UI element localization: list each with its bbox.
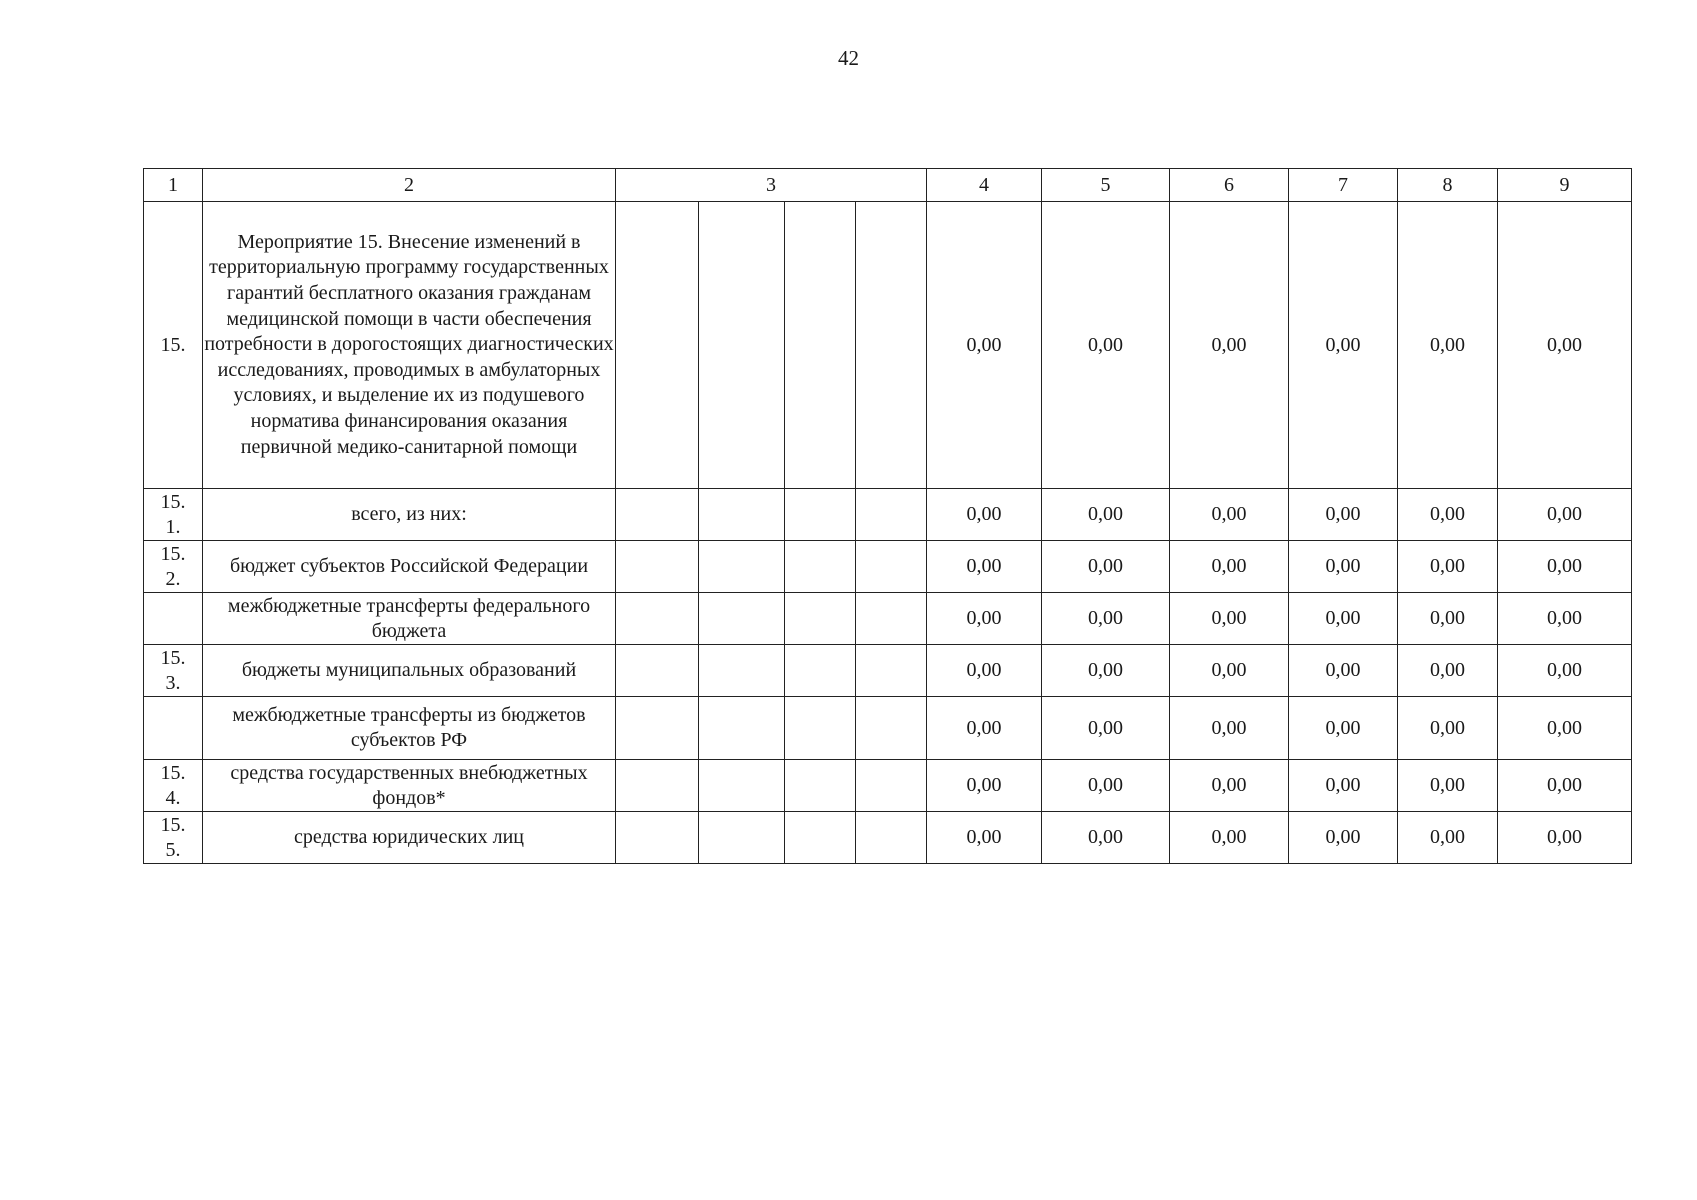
header-cell: 7	[1289, 169, 1398, 202]
row-number: 15.	[144, 202, 203, 489]
value-cell: 0,00	[1042, 593, 1170, 645]
value-cell: 0,00	[1042, 697, 1170, 760]
empty-cell	[616, 645, 699, 697]
value-cell: 0,00	[1398, 593, 1498, 645]
empty-cell	[856, 489, 927, 541]
value-cell: 0,00	[1289, 645, 1398, 697]
table-row	[144, 541, 1632, 593]
value-cell: 0,00	[1042, 202, 1170, 489]
empty-cell	[699, 812, 785, 864]
empty-cell	[856, 645, 927, 697]
empty-cell	[616, 760, 699, 812]
financing-table	[143, 168, 1632, 864]
empty-cell	[616, 697, 699, 760]
header-cell: 6	[1170, 169, 1289, 202]
empty-cell	[856, 593, 927, 645]
empty-cell	[785, 489, 856, 541]
value-cell: 0,00	[1042, 489, 1170, 541]
value-cell: 0,00	[1170, 760, 1289, 812]
empty-cell	[699, 645, 785, 697]
header-cell: 4	[927, 169, 1042, 202]
value-cell: 0,00	[927, 645, 1042, 697]
empty-cell	[616, 489, 699, 541]
value-cell: 0,00	[1498, 489, 1632, 541]
value-cell: 0,00	[1042, 760, 1170, 812]
value-cell: 0,00	[1170, 812, 1289, 864]
row-number	[144, 697, 203, 760]
value-cell: 0,00	[1042, 541, 1170, 593]
row-description: бюджеты муниципальных образований	[203, 645, 616, 697]
empty-cell	[699, 541, 785, 593]
empty-cell	[785, 541, 856, 593]
header-cell: 1	[144, 169, 203, 202]
value-cell: 0,00	[1289, 697, 1398, 760]
table-row	[144, 593, 1632, 645]
table-row	[144, 697, 1632, 760]
row-description: средства государственных внебюджетных фондов*	[203, 760, 616, 812]
empty-cell	[699, 202, 785, 489]
page-number: 42	[838, 46, 859, 70]
row-number	[144, 593, 203, 645]
table-row	[144, 812, 1632, 864]
value-cell: 0,00	[1398, 645, 1498, 697]
empty-cell	[699, 489, 785, 541]
value-cell: 0,00	[927, 202, 1042, 489]
empty-cell	[785, 202, 856, 489]
header-cell: 5	[1042, 169, 1170, 202]
table-row	[144, 760, 1632, 812]
value-cell: 0,00	[1289, 489, 1398, 541]
empty-cell	[856, 760, 927, 812]
empty-cell	[785, 593, 856, 645]
empty-cell	[856, 541, 927, 593]
value-cell: 0,00	[927, 760, 1042, 812]
empty-cell	[785, 760, 856, 812]
header-row	[144, 169, 1632, 202]
value-cell: 0,00	[1498, 697, 1632, 760]
row-description: средства юридических лиц	[203, 812, 616, 864]
empty-cell	[856, 812, 927, 864]
value-cell: 0,00	[1398, 489, 1498, 541]
header-cell: 8	[1398, 169, 1498, 202]
table-body	[144, 202, 1632, 864]
value-cell: 0,00	[1398, 697, 1498, 760]
value-cell: 0,00	[927, 812, 1042, 864]
value-cell: 0,00	[1170, 593, 1289, 645]
table-row	[144, 645, 1632, 697]
row-description: бюджет субъектов Российской Федерации	[203, 541, 616, 593]
value-cell: 0,00	[927, 697, 1042, 760]
value-cell: 0,00	[1289, 541, 1398, 593]
value-cell: 0,00	[1398, 760, 1498, 812]
row-description: всего, из них:	[203, 489, 616, 541]
value-cell: 0,00	[1498, 202, 1632, 489]
row-description: Мероприятие 15. Внесение изменений в территориальную программу государственных гарантий бесплатного оказания гражданам медицинской помощи в части обеспечения потребности в дорогостоящих диагностических исследованиях, проводимых в амбулаторных условиях, и выделение их из подушевого норматива финансирования оказания первичной медико-санитарной помощи	[203, 202, 616, 489]
value-cell: 0,00	[1398, 202, 1498, 489]
row-number: 15. 3.	[144, 645, 203, 697]
value-cell: 0,00	[1289, 202, 1398, 489]
empty-cell	[785, 697, 856, 760]
empty-cell	[856, 697, 927, 760]
header-cell: 9	[1498, 169, 1632, 202]
empty-cell	[616, 202, 699, 489]
header-cell: 2	[203, 169, 616, 202]
empty-cell	[616, 593, 699, 645]
value-cell: 0,00	[1498, 541, 1632, 593]
value-cell: 0,00	[927, 593, 1042, 645]
empty-cell	[785, 645, 856, 697]
value-cell: 0,00	[1498, 760, 1632, 812]
value-cell: 0,00	[1289, 593, 1398, 645]
empty-cell	[616, 812, 699, 864]
row-number: 15. 5.	[144, 812, 203, 864]
value-cell: 0,00	[1042, 645, 1170, 697]
value-cell: 0,00	[1398, 812, 1498, 864]
value-cell: 0,00	[1289, 812, 1398, 864]
empty-cell	[699, 697, 785, 760]
empty-cell	[856, 202, 927, 489]
row-description: межбюджетные трансферты из бюджетов субъектов РФ	[203, 697, 616, 760]
row-number: 15. 2.	[144, 541, 203, 593]
value-cell: 0,00	[1170, 489, 1289, 541]
table-row	[144, 202, 1632, 489]
value-cell: 0,00	[1398, 541, 1498, 593]
empty-cell	[785, 812, 856, 864]
value-cell: 0,00	[1498, 645, 1632, 697]
row-description: межбюджетные трансферты федерального бюджета	[203, 593, 616, 645]
value-cell: 0,00	[927, 541, 1042, 593]
row-number: 15. 1.	[144, 489, 203, 541]
value-cell: 0,00	[1170, 541, 1289, 593]
value-cell: 0,00	[1289, 760, 1398, 812]
value-cell: 0,00	[1170, 202, 1289, 489]
value-cell: 0,00	[1042, 812, 1170, 864]
empty-cell	[616, 541, 699, 593]
value-cell: 0,00	[927, 489, 1042, 541]
value-cell: 0,00	[1498, 593, 1632, 645]
row-number: 15. 4.	[144, 760, 203, 812]
empty-cell	[699, 593, 785, 645]
value-cell: 0,00	[1498, 812, 1632, 864]
value-cell: 0,00	[1170, 697, 1289, 760]
empty-cell	[699, 760, 785, 812]
value-cell: 0,00	[1170, 645, 1289, 697]
header-cell: 3	[616, 169, 927, 202]
table-row	[144, 489, 1632, 541]
